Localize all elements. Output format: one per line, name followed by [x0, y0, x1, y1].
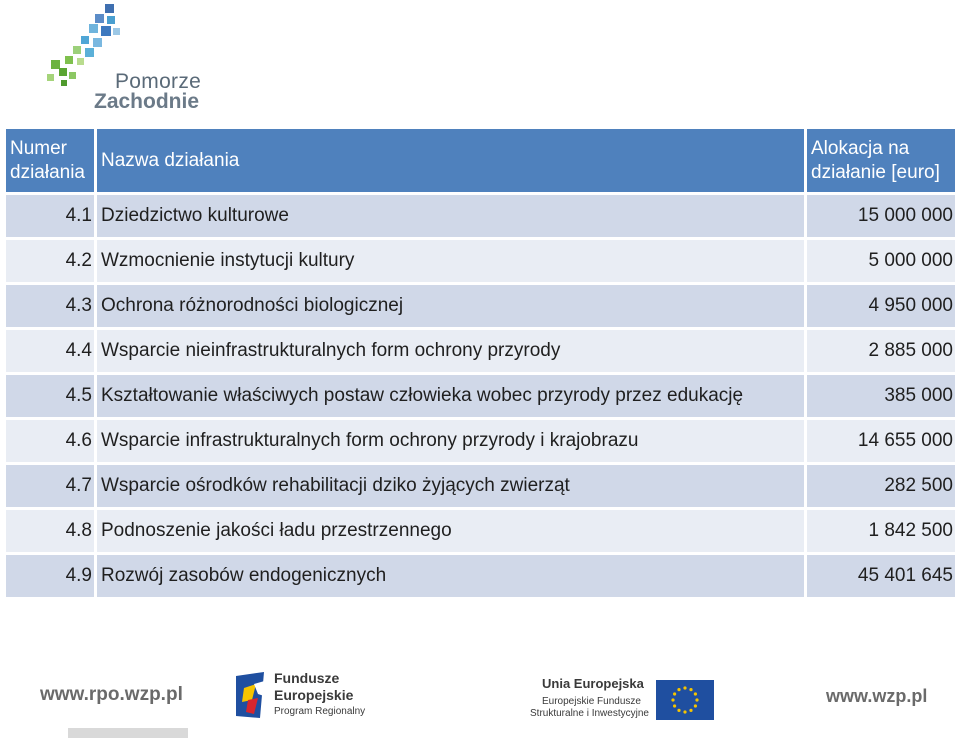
header-amount: Alokacja na działanie [euro]	[806, 128, 957, 194]
table-header-row	[5, 128, 957, 194]
row-number: 4.9	[5, 554, 96, 599]
row-number: 4.4	[5, 329, 96, 374]
table-row	[5, 194, 957, 239]
table-row	[5, 284, 957, 329]
fe-logo-line3: Program Regionalny	[274, 706, 366, 717]
row-name: Podnoszenie jakości ładu przestrzennego	[96, 509, 806, 554]
header-name: Nazwa działania	[96, 128, 806, 194]
row-amount: 45 401 645	[806, 554, 957, 599]
wzp-url-link[interactable]: www.wzp.pl	[826, 686, 928, 706]
table-row	[5, 509, 957, 554]
unia-europejska-logo	[530, 676, 720, 726]
allocation-table	[3, 126, 958, 600]
table-row	[5, 419, 957, 464]
table-row	[5, 554, 957, 599]
table-row	[5, 239, 957, 284]
fe-star-icon	[234, 670, 270, 722]
row-amount: 1 842 500	[806, 509, 957, 554]
row-amount: 282 500	[806, 464, 957, 509]
row-name: Dziedzictwo kulturowe	[96, 194, 806, 239]
row-number: 4.1	[5, 194, 96, 239]
row-number: 4.2	[5, 239, 96, 284]
footer	[0, 650, 959, 742]
row-name: Wsparcie infrastrukturalnych form ochrony przyrody i krajobrazu	[96, 419, 806, 464]
header-number: Numer działania	[5, 128, 96, 194]
row-amount: 15 000 000	[806, 194, 957, 239]
row-name: Wzmocnienie instytucji kultury	[96, 239, 806, 284]
logo-text-zachodnie: Zachodnie	[94, 90, 200, 113]
eu-flag-icon	[656, 680, 714, 720]
fundusze-europejskie-logo	[234, 670, 374, 725]
row-number: 4.3	[5, 284, 96, 329]
row-number: 4.6	[5, 419, 96, 464]
row-name: Kształtowanie właściwych postaw człowieka wobec przyrody przez edukację	[96, 374, 806, 419]
table-row	[5, 329, 957, 374]
row-amount: 14 655 000	[806, 419, 957, 464]
row-amount: 5 000 000	[806, 239, 957, 284]
ue-logo-line1: Unia Europejska	[542, 676, 644, 691]
rpo-url-link[interactable]: www.rpo.wzp.pl	[40, 684, 183, 705]
table-row	[5, 374, 957, 419]
row-number: 4.8	[5, 509, 96, 554]
row-amount: 4 950 000	[806, 284, 957, 329]
row-amount: 385 000	[806, 374, 957, 419]
ue-logo-line3: Strukturalne i Inwestycyjne	[530, 708, 649, 719]
ue-logo-line2: Europejskie Fundusze	[542, 696, 641, 707]
row-name: Rozwój zasobów endogenicznych	[96, 554, 806, 599]
table-row	[5, 464, 957, 509]
row-number: 4.5	[5, 374, 96, 419]
pomorze-zachodnie-logo	[45, 2, 210, 112]
logo-text-pomorze: Pomorze	[115, 70, 202, 93]
fe-logo-line2: Europejskie	[274, 687, 354, 703]
row-number: 4.7	[5, 464, 96, 509]
fe-logo-line1: Fundusze	[274, 670, 340, 686]
row-name: Ochrona różnorodności biologicznej	[96, 284, 806, 329]
row-name: Wsparcie nieinfrastrukturalnych form ochrony przyrody	[96, 329, 806, 374]
row-amount: 2 885 000	[806, 329, 957, 374]
row-name: Wsparcie ośrodków rehabilitacji dziko żyjących zwierząt	[96, 464, 806, 509]
footer-divider	[68, 728, 188, 738]
